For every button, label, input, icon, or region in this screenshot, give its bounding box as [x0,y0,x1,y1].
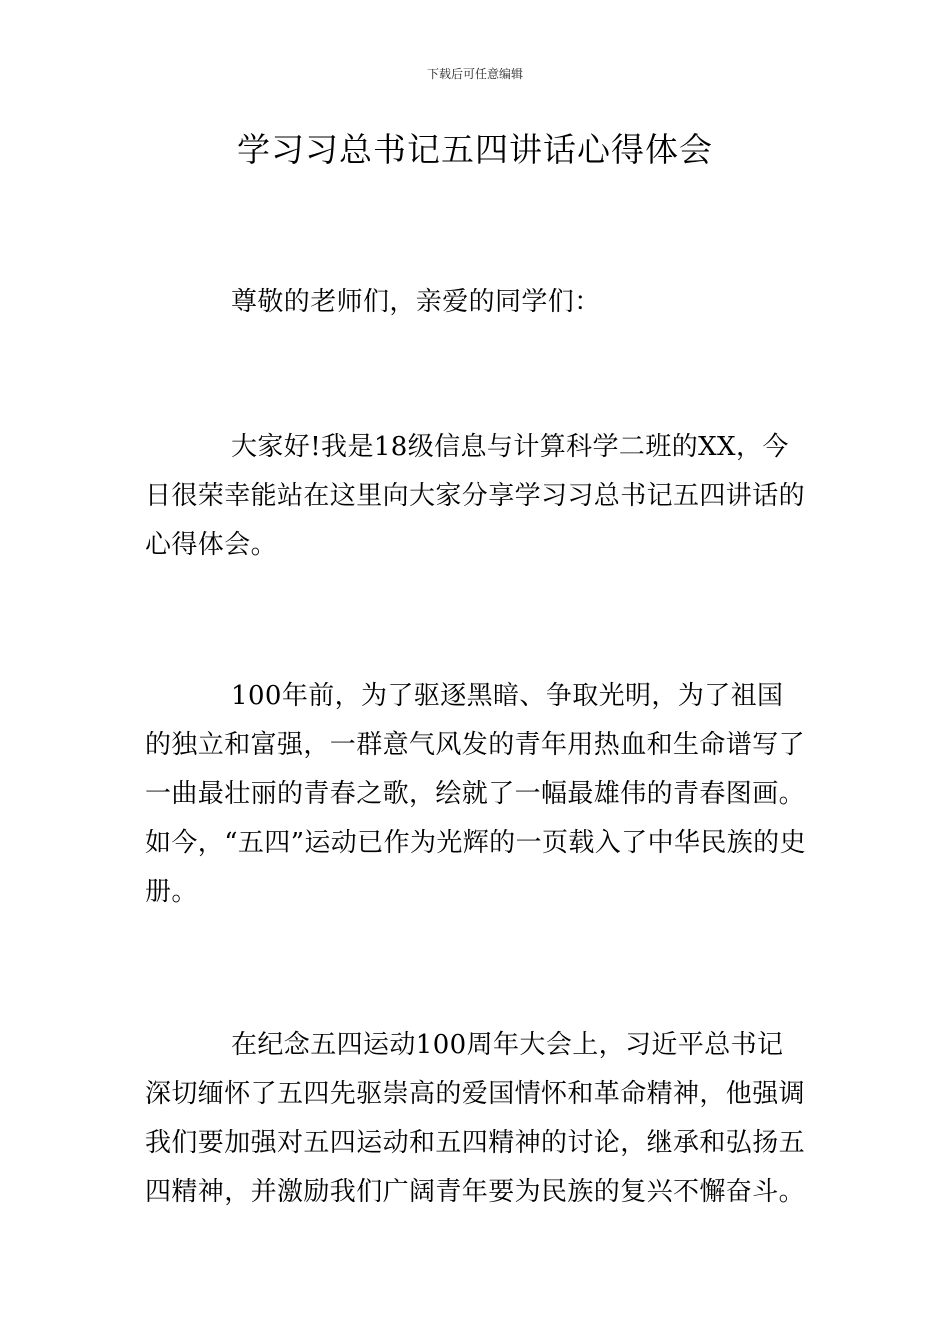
body-paragraph-speech: 在纪念五四运动100周年大会上，习近平总书记深切缅怀了五四先驱崇高的爱国情怀和革命精神，他强调我们要加强对五四运动和五四精神的讨论，继承和弘扬五四精神，并激励我们广阔青年要为民族的复兴不懈奋斗。 [145,1030,806,1207]
greeting-paragraph: 尊敬的老师们，亲爱的同学们： [231,287,601,317]
document-title: 学习习总书记五四讲话心得体会 [237,130,713,169]
header-note: 下载后可任意编辑 [426,67,523,81]
body-paragraph-intro: 大家好!我是18级信息与计算科学二班的XX，今日很荣幸能站在这里向大家分享学习习总书记五四讲话的心得体会。 [145,432,806,560]
body-paragraph-history: 100年前，为了驱逐黑暗、争取光明，为了祖国的独立和富强，一群意气风发的青年用热血和生命谱写了一曲最壮丽的青春之歌，绘就了一幅最雄伟的青春图画。如今，“五四”运动已作为光辉的一页载入了中华民族的史册。 [145,681,806,907]
